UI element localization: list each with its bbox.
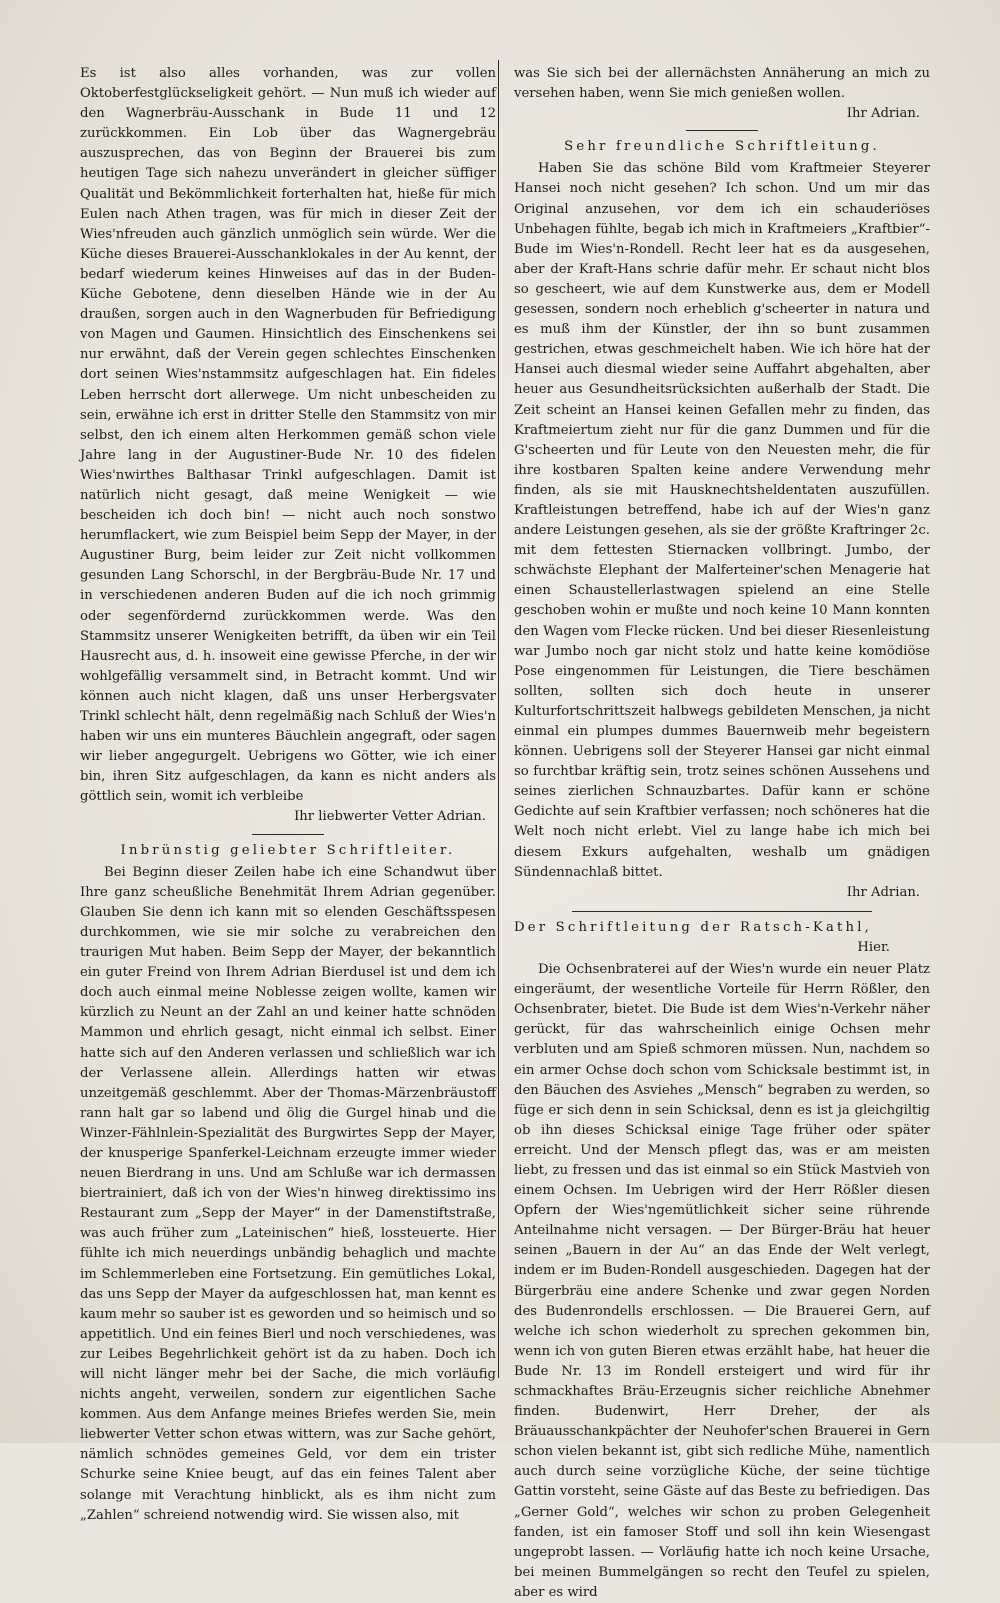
letter-heading: Inbrünstig geliebter Schriftleiter.	[120, 842, 456, 858]
article-paragraph: Bei Beginn dieser Zeilen habe ich eine Schandwut über Ihre ganz scheußliche Benehmität Ihrem Adrian gegenüber. Glauben Sie denn ich kann mit so elenden Geschäftsspesen durchkommen, wie sie mir solche zu verabreichen den traurigen Mut haben. Beim Sepp der Mayer, der bekanntlich ein guter Freind von Ihrem Adrian Bierdusel ist und dem ich doch auch einmal meine Noblesse zeigen wollte, kamen wir kürzlich zu Neunt an der Zahl an und keiner hatte schnöden Mammon und ehrlich gesagt, nicht einmal ich selbst. Einer hatte sich auf den Anderen verlassen und schließlich war ich der Verlassene allein. Allerdings hatten wir etwas unzeitgemäß geschlemmt. Aber der Thomas-Märzenbräustoff rann halt gar so labend und ölig die Gurgel hinab und die Winzer-Fählnlein-Spezialität des Burgwirtes Sepp der Mayer, der knusperige Spanferkel-Leichnam erzeugte immer wieder neuen Bierdrang in uns. Und am Schluße war ich dermassen biertrainiert, daß ich von der Wies'n hinweg direktissimo ins Restaurant zum „Sepp der Mayer“ in der Damenstiftstraße, was auch früher zum „Lateinischen“ hieß, lossteuerte. Hier fühlte ich mich neuerdings unbändig behaglich und machte im Schlemmerleben eine Fortsetzung. Ein gemütliches Lokal, das uns Sepp der Mayer da aufgeschlossen hat, man kennt es kaum mehr so sauber ist es geworden und so heimisch und so appetitlich. Und ein feines Bierl und noch verschiedenes, was zur Leibes Begehrlichkeit gehört ist da zu haben. Doch ich will nicht länger mehr bei der Sache, die mich vorläufig nichts angeht, verweilen, sondern zur eigentlichen Sache kommen. Aus dem Anfange meines Briefes werden Sie, mein liebwerter Vetter schon etwas wittern, was zur Sache gehört, nämlich schnödes gemeines Geld, vor dem ein trister Schurke seine Kniee beugt, auf das ein feines Talent aber solange mit Verachtung hinblickt, als es ihm nicht zum „Zahlen“ schreiend notwendig wird. Sie wissen also, mit	[80, 864, 496, 1523]
right-column	[514, 64, 930, 1603]
signature: Ihr Adrian.	[846, 884, 920, 900]
section-divider	[252, 834, 324, 835]
article-paragraph: Es ist also alles vorhanden, was zur vollen Oktoberfestglückseligkeit gehört. — Nun muß ich wieder auf den Wagnerbräu-Ausschank in Bude 11 und 12 zurückkommen. Ein Lob über das Wagnergebräu auszusprechen, das von Beginn der Brauerei bis zum heutigen Tage sich nahezu unverändert in gleicher süffiger Qualität und Bekömmlichkeit forterhalten hat, hieße für mich Eulen nach Athen tragen, was für mich in dieser Zeit der Wies'nfreuden auch gänzlich unmöglich sein würde. Wer die Küche dieses Brauerei-Ausschanklokales in der Au kennt, der bedarf wiederum keines Hinweises auf das in der Buden-Küche Gebotene, denn dieselben Hände wie in der Au draußen, sorgen auch in den Wagnerbuden für Befriedigung von Magen und Gaumen. Hinsichtlich des Einschenkens sei nur erwähnt, daß der Verein gegen schlechtes Einschenken dort seinen Wies'nstammsitz aufgeschlagen hat. Ein fideles Leben herrscht dort allerwege. Um nicht unbescheiden zu sein, erwähne ich erst in dritter Stelle den Stammsitz von mir selbst, den ich einem alten Herkommen gemäß schon viele Jahre lang in der Augustiner-Bude Nr. 10 des fidelen Wies'nwirthes Balthasar Trinkl aufgeschlagen. Damit ist natürlich nicht gesagt, daß meine Wenigkeit — wie bescheiden ich doch bin! — nicht auch noch sonstwo herumflackert, wie zum Beispiel beim Sepp der Mayer, in der Augustiner Burg, beim leider zur Zeit nicht vollkommen gesunden Lang Schorschl, in der Bergbräu-Bude Nr. 17 und in verschiedenen anderen Buden auf die ich noch grimmig oder segenfördernd zurückkommen werde. Was den Stammsitz unserer Wenigkeiten betrifft, da üben wir ein Teil Hausrecht aus, d. h. insoweit eine gewisse Pferche, in der wir wohlgefällig versammelt sind, in Betracht kommt. Und wir können auch nicht klagen, daß uns unser Herbergsvater Trinkl schlecht hält, denn regelmäßig nach Schluß der Wies'n haben wir uns ein munteres Bäuchlein angegraft, oder sagen wir lieber angegurgelt. Uebrigens wo Götter, wie ich einer bin, ihren Sitz aufgeschlagen, da kann es nicht anders als göttlich sein, womit ich verbleibe	[80, 66, 496, 805]
section-divider	[572, 911, 872, 912]
article-paragraph: was Sie sich bei der allernächsten Annäherung an mich zu versehen haben, wenn Sie mich genießen wollen.	[514, 66, 930, 102]
signature: Ihr Adrian.	[846, 106, 920, 122]
article-paragraph: Haben Sie das schöne Bild vom Kraftmeier Steyerer Hansei noch nicht gesehen? Ich schon. Und um mir das Original anzusehen, vor dem ich ein schauderiöses Unbehagen fühlte, begab ich mich in Kraftmeiers „Kraftbier“-Bude im Wies'n-Rondell. Recht leer hat es da ausgesehen, aber der Kraft-Hans schrie dafür mehr. Er schaut nicht blos so gescheert, wie auf dem Kunstwerke aus, dem er Modell gesessen, sondern noch erheblich g'scheerter in natura und es muß ihm der Künstler, der ihn so bunt zusammen gestrichen, etwas geschmeichelt haben. Wie ich höre hat der Hansei auch diesmal wieder seine Auffahrt abgehalten, aber heuer aus Gesundheitsrücksichten außerhalb der Stadt. Die Zeit scheint an Hansei keinen Gefallen mehr zu finden, das Kraftmeiertum zieht nur für die ganz Dummen und für die G'scheerten und für Leute von den Neuesten mehr, die für ihre kostbaren Spalten keine andere Verwendung mehr finden, als sie mit Hausknechtsheldentaten auszufüllen. Kraftleistungen betreffend, habe ich auf der Wies'n ganz andere Leistungen gesehen, als sie der größte Kraftringer 2c. mit dem fettesten Stiernacken vollbringt. Jumbo, der schwächste Elephant der Malferteiner'schen Menagerie hat einen Schaustellerlastwagen spielend an eine Stelle geschoben wohin er mußte und noch keine 10 Mann konnten den Wagen vom Flecke rücken. Und bei dieser Riesenleistung war Jumbo noch gar nicht stolz und hatte keine komödiöse Pose eingenommen für Leistungen, die Tiere beschämen sollten, sollten sich doch heute in unserer Kulturfortschrittszeit halbwegs gebildeten Menschen, ja nicht einmal ein plumpes dummes Bauernweib mehr begeistern können. Uebrigens soll der Steyerer Hansei gar nicht einmal so furchtbar kräftig sein, trotz seines schönen Aussehens und seines zierlichen Schnauzbartes. Dafür kann er schöne Gedichte auf sein Kraftbier verfassen; noch schöneres hat die Welt noch nicht erlebt. Viel zu lange habe ich mich bei diesem Exkurs aufgehalten, weshalb um gnädigen Sündennachlaß bittet.	[514, 161, 930, 880]
letter-heading-location: Hier.	[857, 939, 890, 955]
left-column	[80, 64, 496, 1526]
letter-heading: Sehr freundliche Schriftleitung.	[564, 139, 880, 155]
signature: Ihr liebwerter Vetter Adrian.	[294, 809, 486, 825]
column-divider	[498, 60, 499, 1378]
article-paragraph: Die Ochsenbraterei auf der Wies'n wurde ein neuer Platz eingeräumt, der wesentliche Vorteile für Herrn Rößler, den Ochsenbrater, bietet. Die Bude ist dem Wies'n-Verkehr näher gerückt, für das wahrscheinlich einige Ochsen mehr verbluten und am Spieß schmoren müssen. Nun, nachdem so ein armer Ochse doch schon vom Schicksale bestimmt ist, in den Bäuchen des Asviehes „Mensch“ begraben zu werden, so füge er sich denn in sein Schicksal, denn es ist ja gleichgiltig ob ihn dieses Schicksal einige Tage früher oder später erreicht. Und der Mensch pflegt das, was er am meisten liebt, zu fressen und das ist einmal so ein Stück Mastvieh von einem Ochsen. Im Uebrigen wird der Herr Rößler diesen Opfern der Wies'ngemütlichkeit sicher seine rührende Anteilnahme nicht versagen. — Der Bürger-Bräu hat heuer seinen „Bauern in der Au“ an das Ende der Welt verlegt, indem er im Buden-Rondell ausgeschieden. Dagegen hat der Bürgerbräu eine andere Schenke und zwar gegen Norden des Budenrondells erschlossen. — Die Brauerei Gern, auf welche ich schon wiederholt zu sprechen gekommen bin, wenn ich von guten Bieren etwas erzählt habe, hat heuer die Bude Nr. 13 im Rondell ersteigert und wird für ihr schmackhaftes Bräu-Erzeugnis sicher reichliche Abnehmer finden. Budenwirt, Herr Dreher, der als Bräuausschankpächter der Neuhofer'schen Brauerei in Gern schon vielen bekannt ist, gibt sich redliche Mühe, namentlich auch durch seine vorzügliche Küche, der seine tüchtige Gattin vorsteht, seine Gäste auf das Beste zu befriedigen. Das „Gerner Gold“, welches wir schon zu proben Gelegenheit fanden, ist ein famoser Stoff und soll ihn kein Wiesengast ungeprobt lassen. — Vorläufig hatte ich noch keine Ursache, bei meinen Bummelgängen so recht den Teufel zu spielen, aber es wird	[514, 962, 930, 1600]
section-divider	[686, 130, 758, 131]
letter-heading: Der Schriftleitung der Ratsch-Kathl,	[514, 919, 873, 935]
